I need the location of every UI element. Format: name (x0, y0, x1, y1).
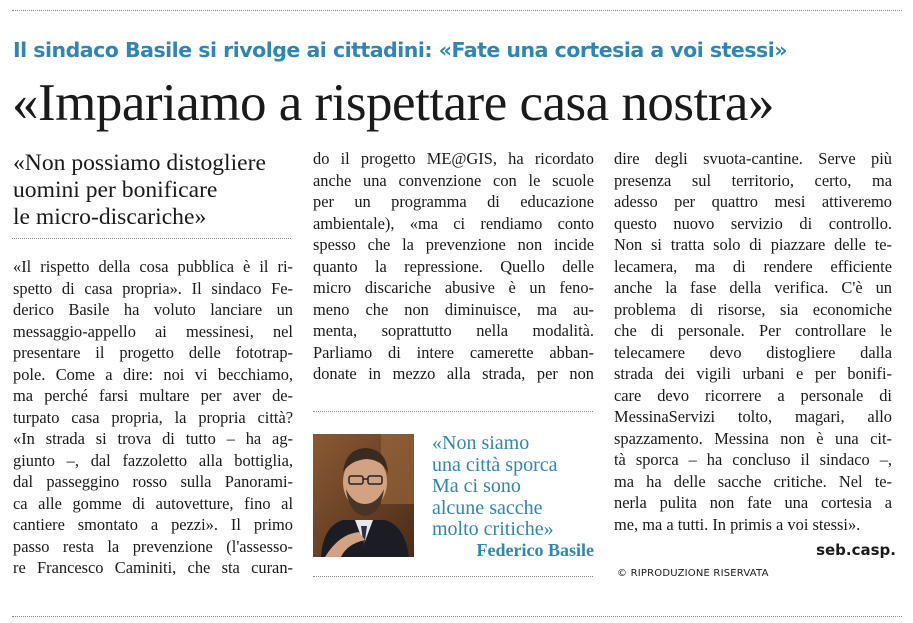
body-column-3 (614, 148, 892, 535)
body-line: ca alle gomme di autovetture, fino al (13, 493, 293, 513)
body-line: micro discariche abusive è un feno- (313, 278, 594, 297)
body-line: dire degli svuota-cantine. Serve più (614, 149, 892, 168)
body-column-1 (13, 256, 293, 579)
pull-quote-line: «Non siamo (432, 432, 530, 454)
body-line: ma perché farsi multare per aver de- (13, 386, 293, 405)
body-line: cantiere smontato a pezzi». Il primo (13, 515, 293, 534)
pull-quote-line: molto critiche» (432, 518, 554, 540)
body-line: questo nuovo servizio di controllo. (614, 213, 892, 233)
subheadline (13, 150, 303, 231)
body-line: anche una convenzione con le scuole (313, 170, 594, 190)
pullquote-bottom-rule (313, 576, 593, 577)
kicker: Il sindaco Basile si rivolge ai cittadini: «Fate una cortesia a voi stessi» (13, 38, 787, 62)
pull-quote-line: alcune sacche (432, 496, 543, 519)
body-line: spetto di casa propria». Il sindaco Fe- (13, 278, 293, 298)
body-line: presenza sul territorio, certo, ma (614, 170, 892, 190)
body-line: me, ma a tutti. In primis a voi stessi». (614, 514, 861, 534)
body-line: Parliamo di intere camerette abban- (313, 342, 594, 362)
copyright-notice: © RIPRODUZIONE RISERVATA (617, 568, 769, 579)
body-line: spesso che la prevenzione non incide (313, 235, 594, 254)
body-line: derico Basile ha voluto lanciare un (13, 300, 293, 319)
body-line: turpato casa propria, la propria città? (13, 407, 293, 427)
subheadline-line: le micro-discariche» (13, 204, 207, 230)
body-line: donate in mezzo alla strada, per non (313, 364, 594, 383)
author-photo (313, 434, 414, 557)
pull-quote-line: una città sporca (432, 453, 558, 476)
body-line: «In strada si trova di tutto – ha ag- (13, 429, 293, 448)
body-line: nerla pulita non fate una cortesia a (614, 493, 892, 512)
pull-quote-line: Ma ci sono (432, 475, 521, 497)
body-line: meno che non diminuisce, ma au- (313, 299, 594, 319)
body-line: «Il rispetto della cosa pubblica è il ri- (13, 257, 293, 276)
body-line: dal passeggino rosso sulla Panorami- (13, 472, 293, 491)
subheadline-rule (12, 238, 291, 239)
body-line: problema di risorse, sia economiche (614, 299, 892, 319)
body-line: quanto la repressione. Quello delle (313, 256, 594, 276)
subheadline-line: uomini per bonificare (13, 177, 218, 203)
body-line: per un programma di educazione (313, 192, 594, 211)
body-column-2 (313, 148, 594, 385)
body-line: lecamera, ma di rendere efficiente (614, 256, 892, 276)
body-line: pole. Come a dire: noi vi becchiamo, (13, 364, 293, 384)
pull-quote (432, 433, 607, 541)
body-line: Non si tratta solo di piazzare delle te- (614, 235, 892, 254)
body-line: care devo ricorrere a personale di (614, 385, 892, 405)
top-rule (12, 10, 902, 11)
body-line: do il progetto ME@GIS, ha ricordato (313, 149, 594, 168)
body-line: spazzamento. Messina non è una cit- (614, 428, 892, 448)
body-line: telecamere devo distogliere dalla (614, 342, 892, 362)
body-line: strada dei vigili urbani e per bonifi- (614, 364, 892, 383)
body-line: passo resta la prevenzione (l'assesso- (13, 536, 293, 556)
body-line: presentare il progetto delle fototrap- (13, 343, 293, 362)
bottom-rule (12, 616, 902, 617)
body-line: giunto –, dal fazzoletto alla bottiglia, (13, 450, 293, 470)
subheadline-line: «Non possiamo distogliere (13, 150, 266, 176)
body-line: che di personale. Per controllare le (614, 321, 892, 340)
headline: «Impariamo a rispettare casa nostra» (12, 74, 774, 132)
pullquote-top-rule (313, 411, 593, 412)
pull-quote-author: Federico Basile (476, 540, 594, 560)
body-line: messaggio-appello ai messinesi, nel (13, 321, 293, 341)
body-line: re Francesco Caminiti, che sta curan- (13, 558, 293, 577)
body-line: ambientale), «ma ci rendiamo conto (313, 213, 594, 233)
author-signature: seb.casp. (816, 541, 896, 559)
body-line: MessinaServizi tolto, magari, allo (614, 407, 892, 426)
body-line: anche la fase della verifica. C'è un (614, 278, 892, 297)
body-line: menta, soprattutto nella modalità. (313, 321, 594, 340)
body-line: ma ha delle sacche critiche. Nel te- (614, 471, 892, 491)
body-line: adesso per quattro mesi attiveremo (614, 192, 892, 211)
portrait-image (313, 434, 414, 557)
body-line: tà sporca – ha concluso il sindaco –, (614, 450, 892, 469)
